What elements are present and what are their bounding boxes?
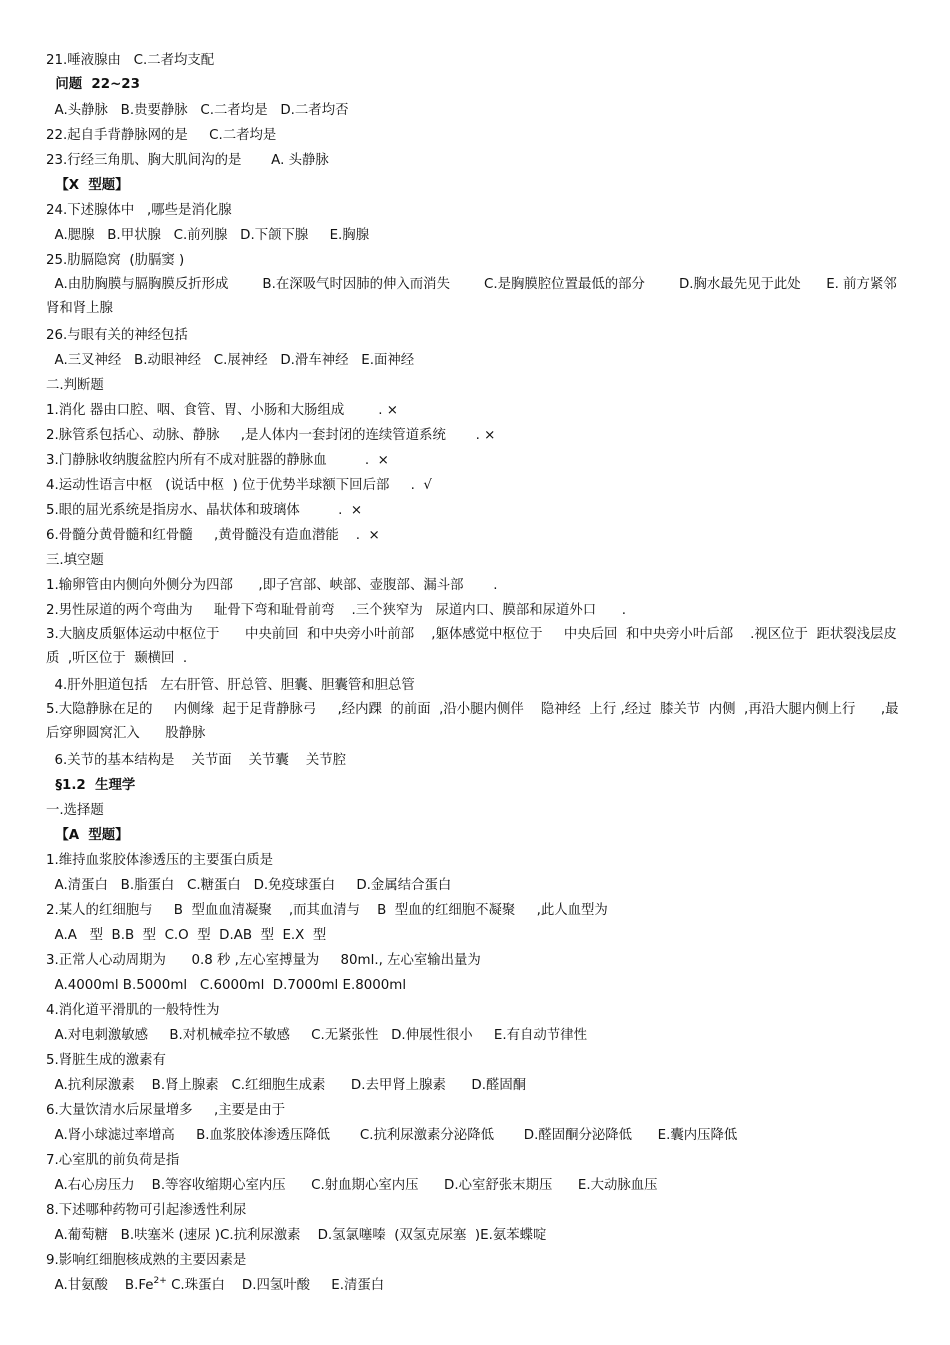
q26-line: 26.与眼有关的神经包括	[46, 328, 188, 343]
q24-line: 24.下述腺体中 ,哪些是消化腺	[46, 203, 232, 218]
judgement-3: 3.门静脉收纳腹盆腔内所有不成对脏器的静脉血 . ×	[46, 453, 389, 468]
judgement-5: 5.眼的屈光系统是指房水、晶状体和玻璃体 . ×	[46, 503, 363, 518]
p7-options: A.右心房压力 B.等容收缩期心室内压 C.射血期心室内压 D.心室舒张末期压 E.大动脉血压	[46, 1178, 658, 1193]
p7-question: 7.心室肌的前负荷是指	[46, 1153, 180, 1168]
fill-blank-heading: 三.填空题	[46, 553, 104, 568]
judgement-6: 6.骨髓分黄骨髓和红骨髓 ,黄骨髓没有造血潜能 . ×	[46, 528, 380, 543]
judgement-1: 1.消化 器由口腔、咽、食管、胃、小肠和大肠组成 . ×	[46, 403, 399, 418]
p9-options	[46, 1277, 384, 1295]
p6-question: 6.大量饮清水后尿量增多 ,主要是由于	[46, 1103, 286, 1118]
fill-blank-4: 4.肝外胆道包括 左右肝管、肝总管、胆囊、胆囊管和胆总管	[46, 678, 415, 693]
q24-options: A.腮腺 B.甲状腺 C.前列腺 D.下颌下腺 E.胸腺	[46, 228, 370, 243]
q22-line: 22.起自手背静脉网的是 C.二者均是	[46, 128, 277, 143]
fe-charge-superscript: 2+	[153, 1276, 167, 1286]
fill-blank-5: 5.大隐静脉在足的 内侧缘 起于足背静脉弓 ,经内踝 的前面 ,沿小腿内侧伴 隐神经 上行 ,经过 膝关节 内侧 ,再沿大腿内侧上行 ,最后穿卵圆窝汇入 股静脉	[46, 702, 899, 741]
p9-options-start: A.甘氨酸 B.Fe	[46, 1278, 154, 1293]
p2-options: A.A 型 B.B 型 C.O 型 D.AB 型 E.X 型	[46, 928, 327, 943]
q25-line: 25.肋膈隐窝 (肋膈窦 )	[46, 253, 185, 268]
p4-question: 4.消化道平滑肌的一般特性为	[46, 1003, 220, 1018]
a-type-heading: 【A 型题】	[46, 828, 129, 843]
x-type-heading: 【X 型题】	[46, 178, 129, 193]
p2-question: 2.某人的红细胞与 B 型血血清凝聚 ,而其血清与 B 型血的红细胞不凝聚 ,此人血型为	[46, 903, 608, 918]
q23-line: 23.行经三角肌、胸大肌间沟的是 A. 头静脉	[46, 153, 329, 168]
judgement-4: 4.运动性语言中枢 (说话中枢 ) 位于优势半球额下回后部 . √	[46, 478, 432, 493]
judgement-2: 2.脉管系包括心、动脉、静脉 ,是人体内一套封闭的连续管道系统 . ×	[46, 428, 496, 443]
p3-question: 3.正常人心动周期为 0.8 秒 ,左心室搏量为 80ml., 左心室输出量为	[46, 953, 481, 968]
section-physiology-heading: §1.2 生理学	[46, 778, 136, 793]
p6-options: A.肾小球滤过率增高 B.血浆胶体渗透压降低 C.抗利尿激素分泌降低 D.醛固酮分泌降低 E.囊内压降低	[46, 1128, 738, 1143]
question-group-22-23: 问题 22~23	[46, 77, 140, 92]
judgement-heading: 二.判断题	[46, 378, 104, 393]
p8-question: 8.下述哪种药物可引起渗透性利尿	[46, 1203, 247, 1218]
p1-question: 1.维持血浆胶体渗透压的主要蛋白质是	[46, 853, 274, 868]
p9-options-end: C.珠蛋白 D.四氢叶酸 E.清蛋白	[166, 1278, 385, 1293]
fill-blank-3: 3.大脑皮质躯体运动中枢位于 中央前回 和中央旁小叶前部 ,躯体感觉中枢位于 中央后回 和中央旁小叶后部 .视区位于 距状裂浅层皮质 ,听区位于 颞横回 .	[46, 627, 897, 666]
q26-options: A.三叉神经 B.动眼神经 C.展神经 D.滑车神经 E.面神经	[46, 353, 415, 368]
p3-options: A.4000ml B.5000ml C.6000ml D.7000ml E.8000ml	[46, 978, 407, 993]
p1-options: A.清蛋白 B.脂蛋白 C.糖蛋白 D.免疫球蛋白 D.金属结合蛋白	[46, 878, 452, 893]
p9-question: 9.影响红细胞核成熟的主要因素是	[46, 1253, 247, 1268]
p4-options: A.对电刺激敏感 B.对机械牵拉不敏感 C.无紧张性 D.伸展性很小 E.有自动节律性	[46, 1028, 587, 1043]
choice-heading: 一.选择题	[46, 803, 104, 818]
fill-blank-1: 1.输卵管由内侧向外侧分为四部 ,即子宫部、峡部、壶腹部、漏斗部 .	[46, 578, 498, 593]
q21-line: 21.唾液腺由 C.二者均支配	[46, 53, 215, 68]
fill-blank-2: 2.男性尿道的两个弯曲为 耻骨下弯和耻骨前弯 .三个狭窄为 尿道内口、膜部和尿道外口 .	[46, 603, 626, 618]
p5-question: 5.肾脏生成的激素有	[46, 1053, 166, 1068]
p5-options: A.抗利尿激素 B.肾上腺素 C.红细胞生成素 D.去甲肾上腺素 D.醛固酮	[46, 1078, 527, 1093]
q25-options: A.由肋胸膜与膈胸膜反折形成 B.在深吸气时因肺的伸入而消失 C.是胸膜腔位置最低的部分 D.胸水最先见于此处 E. 前方紧邻肾和肾上腺	[46, 277, 897, 316]
fill-blank-6: 6.关节的基本结构是 关节面 关节囊 关节腔	[46, 753, 347, 768]
options-22-23: A.头静脉 B.贵要静脉 C.二者均是 D.二者均否	[46, 103, 349, 118]
p8-options: A.葡萄糖 B.呋塞米 (速尿 )C.抗利尿激素 D.氢氯噻嗪 (双氢克尿塞 )E.氨苯蝶啶	[46, 1228, 547, 1243]
